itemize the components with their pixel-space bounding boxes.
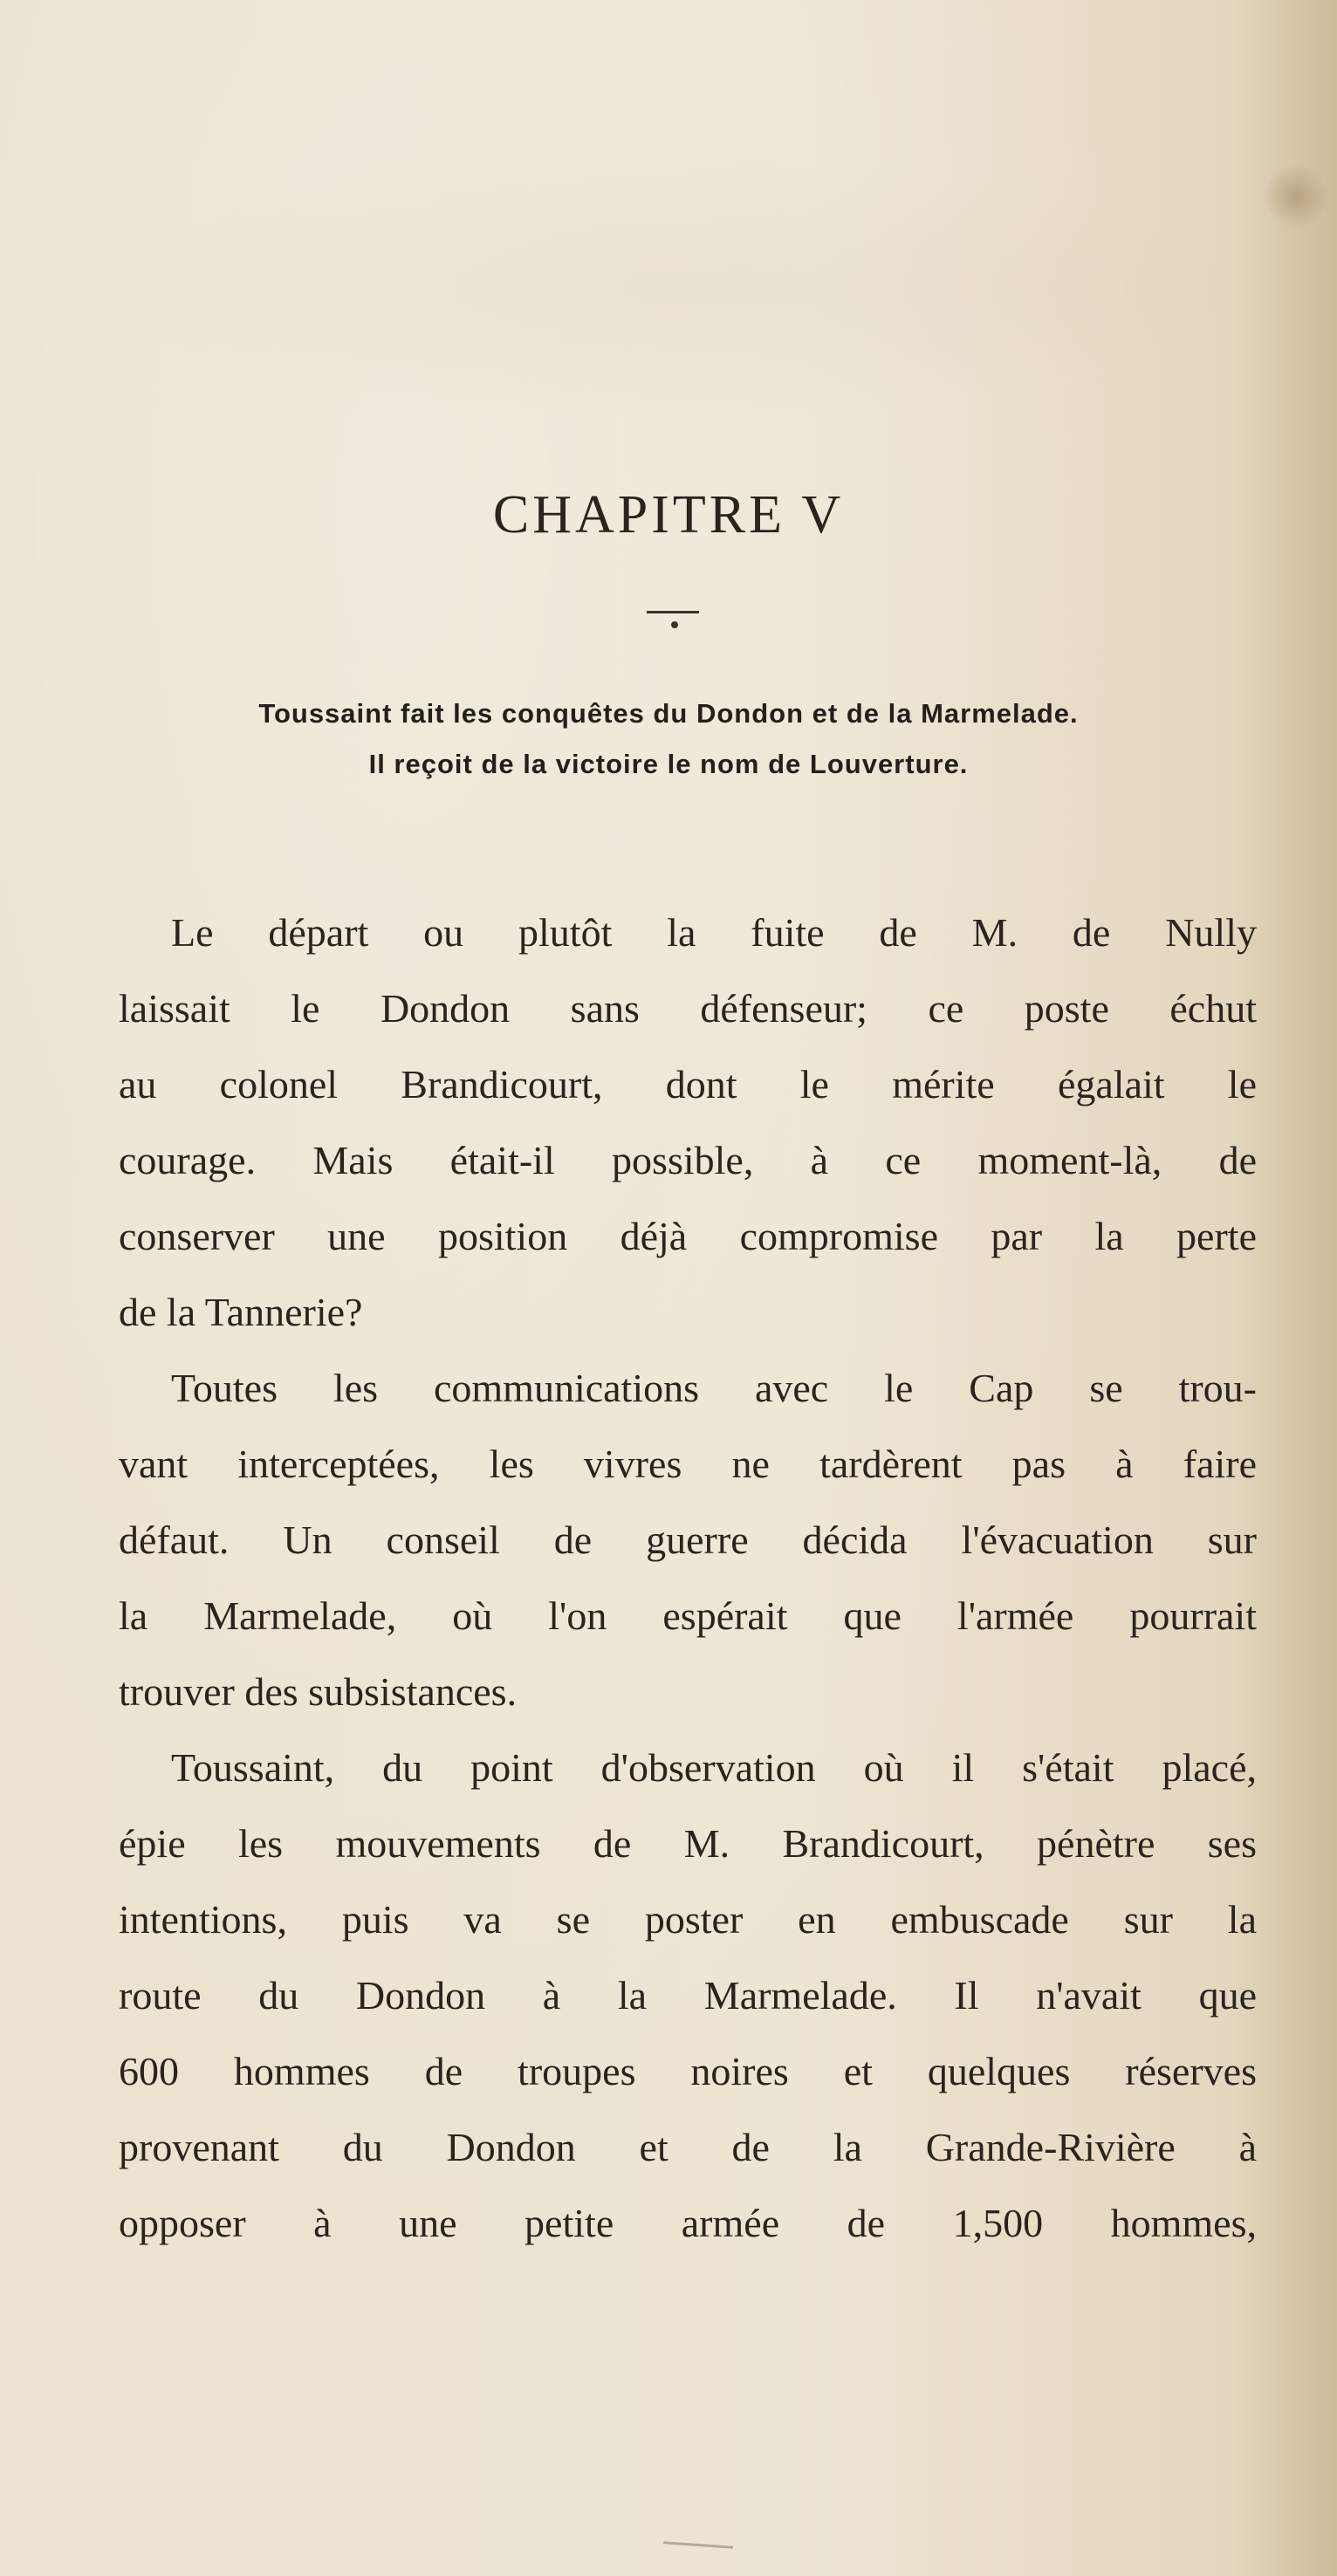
paper-stain [105,157,1239,419]
text-line: trouver des subsistances. [119,1669,518,1714]
chapter-title: CHAPITRE V [492,485,845,545]
text-line: provenant du Dondon et de la Grande-Rivière à [119,2125,1257,2169]
text-line: vant interceptées, les vivres ne tardèrent pas à faire [119,1442,1257,1486]
text-line: au colonel Brandicourt, dont le mérite égalait le [119,1062,1257,1106]
text-line: opposer à une petite armée de 1,500 hommes, [119,2201,1257,2245]
text-line: 600 hommes de troupes noires et quelques réserves [119,2049,1257,2093]
text-line: défaut. Un conseil de guerre décida l'évacuation sur [119,1518,1257,1562]
text-line: laissait le Dondon sans défenseur; ce poste échut [119,986,1257,1031]
paper-mark [663,2541,733,2549]
text-line: route du Dondon à la Marmelade. Il n'avait que [119,1973,1257,2018]
title-rule [647,611,699,613]
text-line: Toussaint, du point d'observation où il s'était placé, [171,1745,1257,1790]
text-line: conserver une position déjà compromise par la perte [119,1214,1257,1258]
title-rule-dot [671,621,678,628]
text-line: épie les mouvements de M. Brandicourt, pénètre ses [119,1821,1257,1866]
chapter-summary-line-2: Il reçoit de la victoire le nom de Louverture. [368,749,969,779]
text-line: courage. Mais était-il possible, à ce moment-là, de [119,1138,1257,1182]
text-line: Le départ ou plutôt la fuite de M. de Nully [171,910,1257,955]
body-text [119,894,1257,2261]
chapter-summary-line-1: Toussaint fait les conquêtes du Dondon et de la Marmelade. [258,698,1079,729]
text-line: intentions, puis va se poster en embuscade sur la [119,1897,1257,1942]
paper-spot [1265,161,1327,231]
text-line: Toutes les communications avec le Cap se trou- [171,1366,1257,1410]
text-line: la Marmelade, où l'on espérait que l'armée pourrait [119,1593,1257,1638]
text-line: de la Tannerie? [119,1290,363,1334]
